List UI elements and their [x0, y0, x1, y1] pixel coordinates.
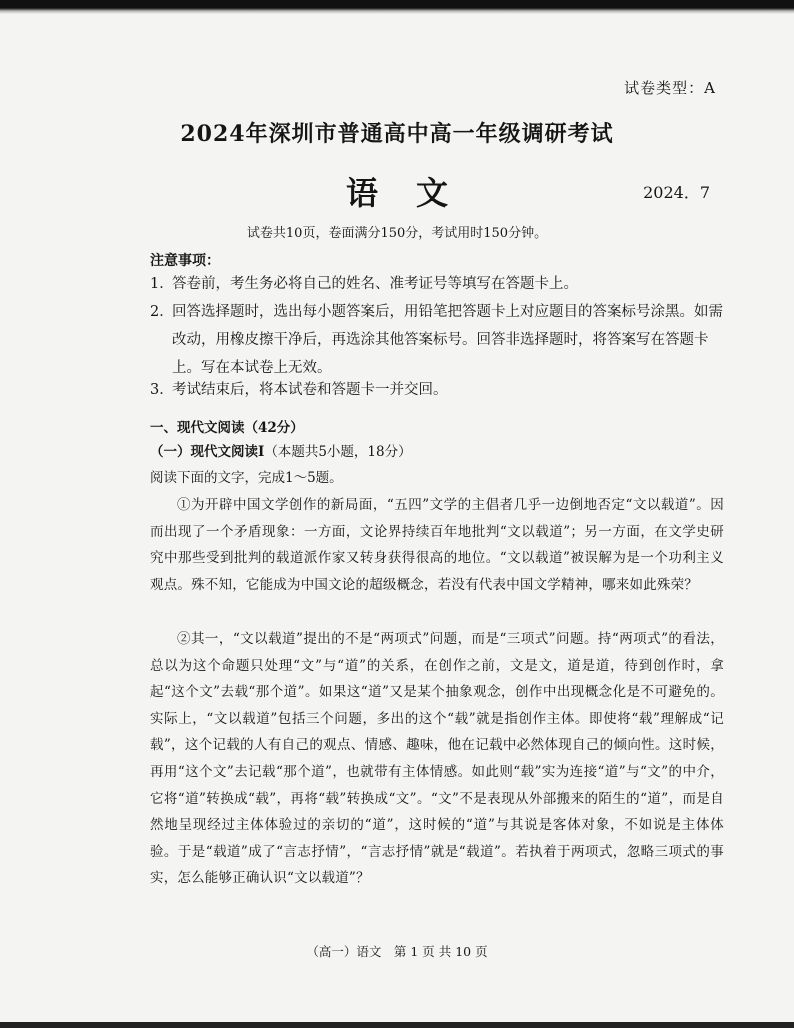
subsection-heading-bold: （一）现代文阅读Ⅰ	[150, 444, 265, 460]
exam-info: 试卷共10页，卷面满分150分，考试用时150分钟。	[246, 226, 548, 241]
subject-title: 语文	[345, 174, 486, 212]
reading-instruction: 阅读下面的文字，完成1～5题。	[150, 470, 343, 486]
notice-item-number: 2．	[150, 304, 174, 320]
notice-item-text: 回答选择题时，选出每小题答案后，用铅笔把答题卡上对应题目的答案标号涂黑。如需改动，用橡皮擦干净后，再选涂其他答案标号。回答非选择题时，将答案写在答题卡上。写在本试卷上无效。	[172, 304, 723, 376]
notice-item-number: 3．	[150, 382, 174, 398]
notice-item-2	[150, 298, 724, 382]
subsection-heading	[150, 440, 412, 460]
exam-title: 2024年深圳市普通高中高一年级调研考试	[180, 121, 614, 147]
notice-item-1	[150, 270, 724, 298]
notice-item-3	[150, 376, 724, 404]
notice-item-text: 答卷前，考生务必将自己的姓名、准考证号等填写在答题卡上。	[172, 276, 578, 292]
passage-paragraph-1: ①为开辟中国文学创作的新局面，“五四”文学的主倡者几乎一边倒地否定“文以载道”。因而出现了一个矛盾现象：一方面，文论界持续百年地批判“文以载道”；另一方面，在文学史研究中那些受到批判的载道派作家又转身获得很高的地位。“文以载道”被误解为是一个功利主义观点。殊不知，它能成为中国文论的超级概念，若没有代表中国文学精神，哪来如此殊荣？	[150, 497, 724, 593]
paper-type-label: 试卷类型：A	[624, 79, 716, 97]
exam-date: 2024．7	[643, 183, 710, 202]
scan-edge-top	[0, 0, 794, 14]
notice-item-text: 考试结束后，将本试卷和答题卡一并交回。	[172, 382, 448, 398]
section-heading: 一、现代文阅读（42分）	[150, 420, 304, 436]
notice-item-number: 1．	[150, 276, 174, 292]
scan-edge-bottom	[0, 1022, 794, 1028]
notice-title: 注意事项：	[150, 253, 220, 269]
passage-paragraph-2: ②其一，“文以载道”提出的不是“两项式”问题，而是“三项式”问题。持“两项式”的看法，总以为这个命题只处理“文”与“道”的关系，在创作之前，文是文，道是道，待到创作时，拿起“这个文”去载“那个道”。如果这“道”又是某个抽象观念，创作中出现概念化是不可避免的。实际上，“文以载道”包括三个问题，多出的这个“载”就是指创作主体。即使将“载”理解成“记载”，这个记载的人有自己的观点、情感、趣味，他在记载中必然体现自己的倾向性。这时候，再用“这个文”去记载“那个道”，也就带有主体情感。如此则“载”实为连接“道”与“文”的中介，它将“道”转换成“载”，再将“载”转换成“文”。“文”不是表现从外部搬来的陌生的“道”，而是自然地呈现经过主体体验过的亲切的“道”，这时候的“道”与其说是客体对象，不如说是主体体验。于是“载道”成了“言志抒情”，“言志抒情”就是“载道”。若执着于两项式，忽略三项式的事实，怎么能够正确认识“文以载道”？	[150, 631, 724, 887]
page-footer: （高一）语文 第 1 页 共 10 页	[306, 944, 488, 959]
subsection-heading-rest: （本题共5小题，18分）	[264, 444, 412, 460]
